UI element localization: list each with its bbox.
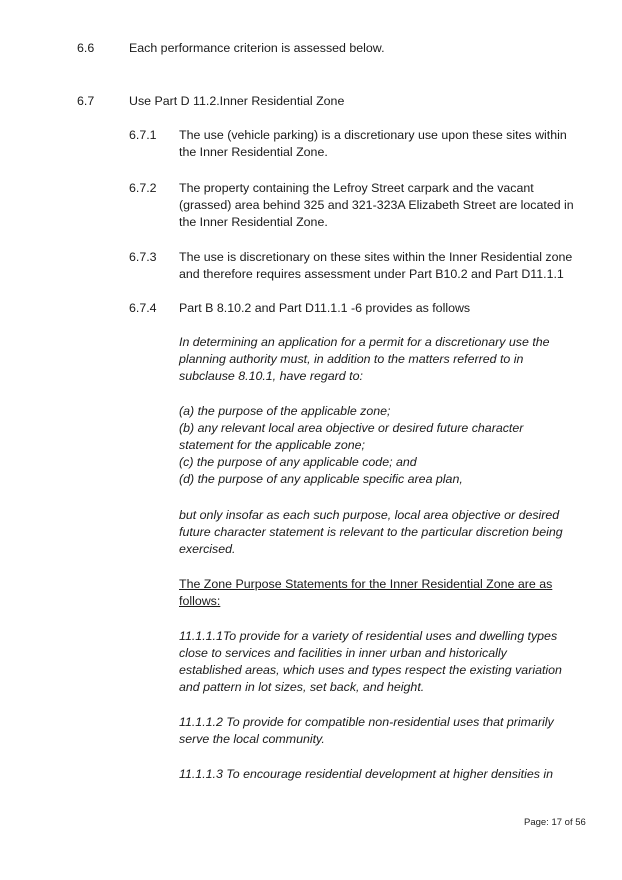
- quote-line: exercised.: [179, 542, 236, 556]
- text-line: the Inner Residential Zone.: [179, 145, 328, 159]
- purpose-line: close to services and facilities in inner urban and historically: [179, 646, 507, 660]
- section-number: 6.6: [77, 41, 95, 55]
- quote-closing: [179, 507, 563, 558]
- quote-line: planning authority must, in addition to the matters referred to in: [179, 352, 524, 366]
- subsection-number: 6.7.4: [129, 301, 157, 315]
- quote-items: [179, 403, 523, 488]
- subsection-number: 6.7.2: [129, 181, 157, 195]
- purpose-line: and pattern in lot sizes, set back, and height.: [179, 680, 425, 694]
- text-line: The use (vehicle parking) is a discretionary use upon these sites within: [179, 128, 567, 142]
- text-line: the Inner Residential Zone.: [179, 215, 328, 229]
- subsection-number: 6.7.3: [129, 250, 157, 264]
- purpose-statement: [179, 714, 554, 748]
- section-number: 6.7: [77, 94, 95, 108]
- purpose-line: serve the local community.: [179, 732, 325, 746]
- purpose-line: 11.1.1.2 To provide for compatible non-residential uses that primarily: [179, 715, 554, 729]
- text-line: and therefore requires assessment under Part B10.2 and Part D11.1.1: [179, 267, 564, 281]
- purpose-line: 11.1.1.1To provide for a variety of residential uses and dwelling types: [179, 629, 558, 643]
- quote-item: (c) the purpose of any applicable code; and: [179, 455, 417, 469]
- zone-purpose-heading: [179, 576, 552, 610]
- page-number: Page: 17 of 56: [524, 817, 586, 828]
- heading-line: follows:: [179, 594, 221, 608]
- subsection-number: 6.7.1: [129, 128, 157, 142]
- purpose-statement: [179, 766, 553, 783]
- subsection-text: [179, 180, 574, 231]
- quote-intro: [179, 334, 550, 385]
- quote-item: (d) the purpose of any applicable specific area plan,: [179, 472, 463, 486]
- heading-line: The Zone Purpose Statements for the Inner Residential Zone are as: [179, 577, 553, 591]
- quote-line: subclause 8.10.1, have regard to:: [179, 369, 363, 383]
- quote-item: (b) any relevant local area objective or desired future character: [179, 421, 524, 435]
- purpose-statement: [179, 628, 562, 696]
- quote-line: but only insofar as each such purpose, local area objective or desired: [179, 508, 560, 522]
- subsection-text: [179, 127, 567, 161]
- purpose-line: established areas, which uses and types respect the existing variation: [179, 663, 562, 677]
- text-line: (grassed) area behind 325 and 321-323A Elizabeth Street are located in: [179, 198, 574, 212]
- quote-item: statement for the applicable zone;: [179, 438, 365, 452]
- subsection-text: [179, 249, 572, 283]
- text-line: The use is discretionary on these sites within the Inner Residential zone: [179, 250, 573, 264]
- section-text: Use Part D 11.2.Inner Residential Zone: [129, 94, 345, 108]
- section-text: Each performance criterion is assessed below.: [129, 41, 385, 55]
- text-line: The property containing the Lefroy Street carpark and the vacant: [179, 181, 534, 195]
- quote-line: future character statement is relevant to the particular discretion being: [179, 525, 563, 539]
- subsection-text: [179, 300, 470, 317]
- quote-item: (a) the purpose of the applicable zone;: [179, 404, 391, 418]
- text-line: Part B 8.10.2 and Part D11.1.1 -6 provides as follows: [179, 301, 471, 315]
- purpose-line: 11.1.1.3 To encourage residential development at higher densities in: [179, 767, 554, 781]
- quote-line: In determining an application for a permit for a discretionary use the: [179, 335, 550, 349]
